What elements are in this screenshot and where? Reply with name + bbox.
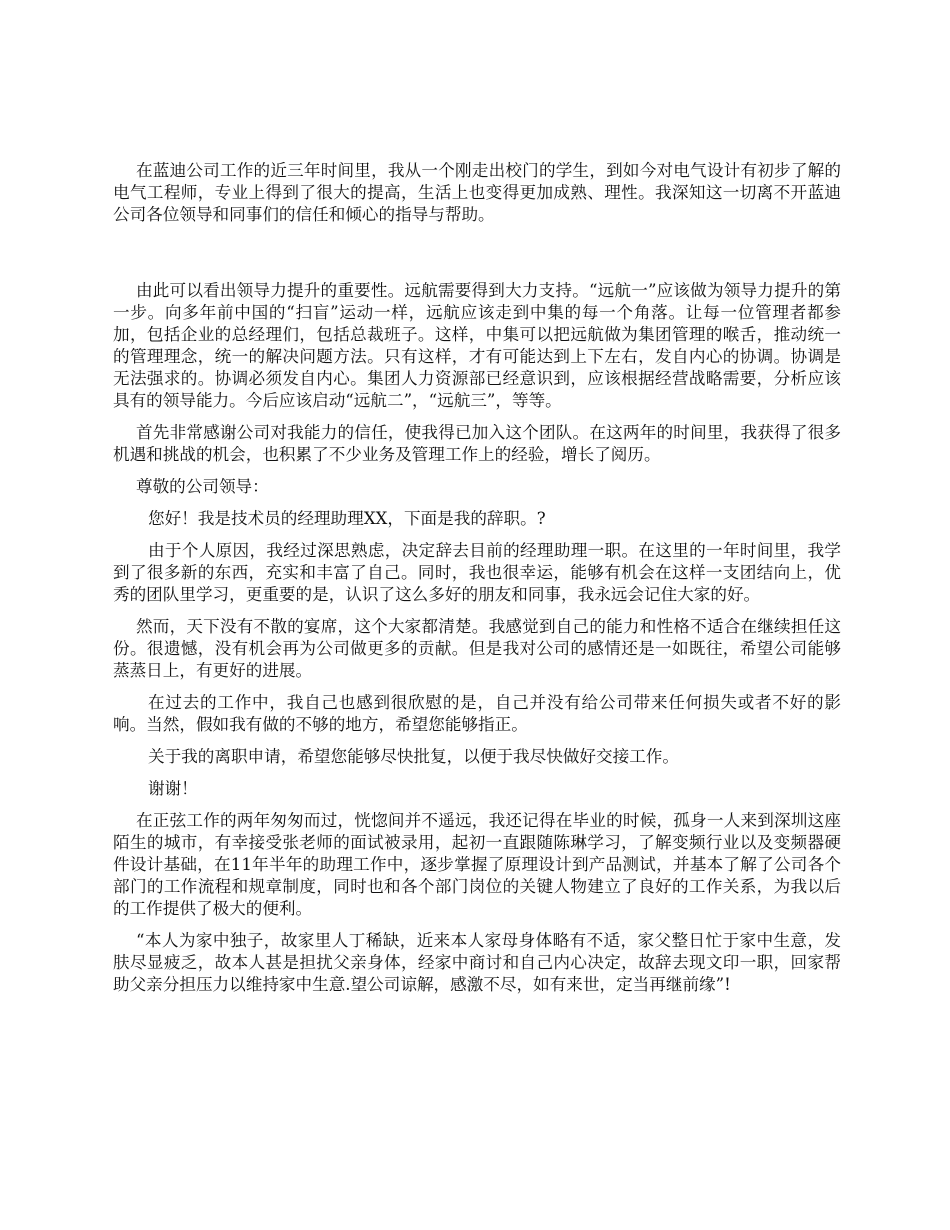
paragraph-personal-reasons: 由于个人原因，我经过深思熟虑，决定辞去目前的经理助理一职。在这里的一年时间里，我学到了很多新的东西，充实和丰富了自己。同时，我也很幸运，能够有机会在这样一支团结向上，优秀的团队里学习，更重要的是，认识了这么多好的朋友和同事，我永远会记住大家的好。 [113,541,841,604]
paragraph-approval-request: 关于我的离职申请，希望您能够尽快批复，以便于我尽快做好交接工作。 [148,747,679,766]
paragraph-family-reasons: “本人为家中独子，故家里人丁稀缺，近来本人家母身体略有不适，家父整日忙于家中生意，发肤尽显疲乏，故本人甚是担扰父亲身体，经家中商讨和自己内心决定，故辞去现文印一职，回家帮助父亲分担压力以维持家中生意.望公司谅解，感激不尽，如有来世，定当再继前缘”! [113,931,841,994]
salutation: 尊敬的公司领导： [136,477,269,496]
paragraph-sine-company: 在正弦工作的两年匆匆而过，恍惚间并不遥远，我还记得在毕业的时候，孤身一人来到深圳这座陌生的城市，有幸接受张老师的面试被录用，起初一直跟随陈琳学习，了解变频行业以及变频器硬件设计基础，在11年半年的助理工作中，逐步掌握了原理设计到产品测试，并基本了解了公司各个部门的工作流程和规章制度，同时也和各个部门岗位的关键人物建立了良好的工作关系，为我以后的工作提供了极大的便利。 [113,811,841,918]
document-body [113,160,841,996]
paragraph-thanks: 首先非常感谢公司对我能力的信任，使我得已加入这个团队。在这两年的时间里，我获得了很多机遇和挑战的机会，也积累了不少业务及管理工作上的经验，增长了阅历。 [113,423,841,464]
paragraph-past-work: 在过去的工作中，我自己也感到很欣慰的是，自己并没有给公司带来任何损失或者不好的影响。当然，假如我有做的不够的地方，希望您能够指正。 [113,693,841,734]
paragraph-farewell: 然而，天下没有不散的宴席，这个大家都清楚。我感觉到自己的能力和性格不适合在继续担任这份。很遗憾，没有机会再为公司做更多的贡献。但是我对公司的感情还是一如既往，希望公司能够蒸蒸日上，有更好的进展。 [113,617,841,680]
paragraph-leadership: 由此可以看出领导力提升的重要性。远航需要得到大力支持。“远航一”应该做为领导力提升的第一步。向多年前中国的“扫盲”运动一样，远航应该走到中集的每一个角落。让每一位管理者都参加，包括企业的总经理们，包括总裁班子。这样，中集可以把远航做为集团管理的喉舌，推动统一的管理理念，统一的解决问题方法。只有这样，才有可能达到上下左右，发自内心的协调。协调是无法强求的。协调必须发自内心。集团人力资源部已经意识到，应该根据经营战略需要，分析应该具有的领导能力。今后应该启动“远航二”，“远航三”，等等。 [113,281,841,410]
greeting-line: 您好！我是技术员的经理助理XX，下面是我的辞职。? [148,509,546,528]
closing-thanks: 谢谢！ [148,779,198,798]
paragraph-lantern-company: 在蓝迪公司工作的近三年时间里，我从一个刚走出校门的学生，到如今对电气设计有初步了解的电气工程师，专业上得到了很大的提高，生活上也变得更加成熟、理性。我深知这一切离不开蓝迪公司各位领导和同事们的信任和倾心的指导与帮助。 [113,161,841,224]
